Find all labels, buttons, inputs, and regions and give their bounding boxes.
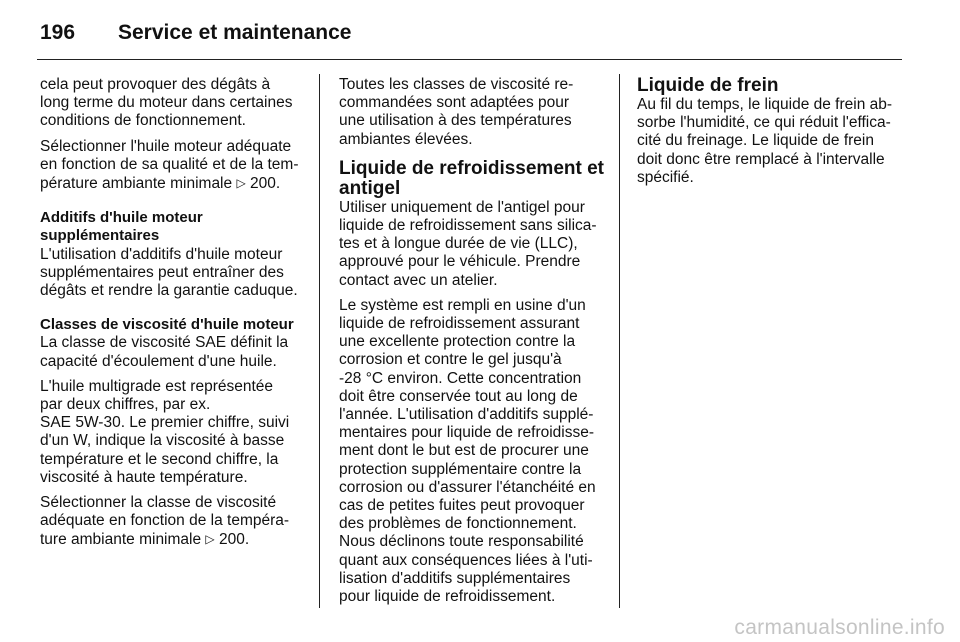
page-reference[interactable]: 200.: [218, 531, 250, 549]
arrow-right-icon[interactable]: ▷: [205, 532, 215, 547]
page-reference[interactable]: 200.: [249, 175, 281, 193]
paragraph-multigrade: L'huile multigrade est représentée par deux chiffres, par ex. SAE 5W-30. Le premier chiffre, suivi d'un W, indique la viscosité à basse température et le second chiffre, la viscosité à haute température.: [40, 377, 290, 486]
paragraph-brake-fluid: Au fil du temps, le liquide de frein ab‐ sorbe l'humidité, ce qui réduit l'effica‐ cité du freinage. Le liquide de frein doit donc être remplacé à l'intervalle spécifié.: [637, 96, 893, 186]
column-1: [40, 76, 306, 557]
paragraph-engine-damage: cela peut provoquer des dégâts à long terme du moteur dans certaines conditions de fonctionnement.: [40, 76, 293, 130]
paragraph-oil-additives: L'utilisation d'additifs d'huile moteur supplémentaires peut entraîner des dégâts et rendre la garantie caduque.: [40, 245, 298, 300]
page-header: [40, 18, 351, 48]
column-divider-1: [319, 74, 320, 608]
watermark[interactable]: carmanualsonline.info: [734, 616, 945, 639]
paragraph-select-viscosity: Sélectionner la classe de viscosité adéquate en fonction de la tempéra‐ ture ambiante minimale ▷ 200.: [40, 494, 290, 549]
paragraph-antifreeze: Utiliser uniquement de l'antigel pour liquide de refroidissement sans silica‐ tes et à longue durée de vie (LLC), approuvé pour le véhicule. Prendre contact avec un atelier.: [339, 198, 597, 289]
paragraph-coolant-system: Le système est rempli en usine d'un liquide de refroidissement assurant une excellente protection contre la corrosion et contre le gel jusqu'à -28 °C environ. Cette concentration doit être conservée tout au long de l'année. L'utilisation d'additifs supplé‐ mentaires pour liquide de refroidisse‐ ment dont le but est de procurer une protection supplémentaire contre la corrosion ou d'assurer l'étanchéité en cas de petites fuites peut provoquer des problèmes de fonctionnement. Nous déclinons toute responsabilité quant aux conséquences liées à l'uti‐ lisation d'additifs supplémentaires pour liquide de refroidissement.: [339, 296, 596, 606]
arrow-right-icon[interactable]: ▷: [236, 176, 246, 191]
page-title: Service et maintenance: [118, 21, 352, 44]
heading-coolant-antifreeze: Liquide de refroidissement et antigel: [339, 157, 604, 199]
heading-brake-fluid: Liquide de frein: [637, 75, 779, 96]
paragraph-select-oil: Sélectionner l'huile moteur adéquate en fonction de sa qualité et de la tem‐ pérature ambiante minimale ▷ 200.: [40, 137, 299, 193]
paragraph-viscosity-classes: Toutes les classes de viscosité re‐ commandées sont adaptées pour une utilisation à des températures ambiantes élevées.: [339, 76, 574, 148]
column-3: [637, 76, 905, 194]
paragraph-sae-class: La classe de viscosité SAE définit la capacité d'écoulement d'une huile.: [40, 334, 289, 370]
heading-viscosity-classes: Classes de viscosité d'huile moteur: [40, 316, 294, 334]
column-divider-2: [619, 74, 620, 608]
column-2: [339, 76, 607, 613]
header-rule: [37, 59, 902, 60]
heading-oil-additives: Additifs d'huile moteur supplémentaires: [40, 209, 203, 245]
page-number: 196: [40, 21, 76, 44]
